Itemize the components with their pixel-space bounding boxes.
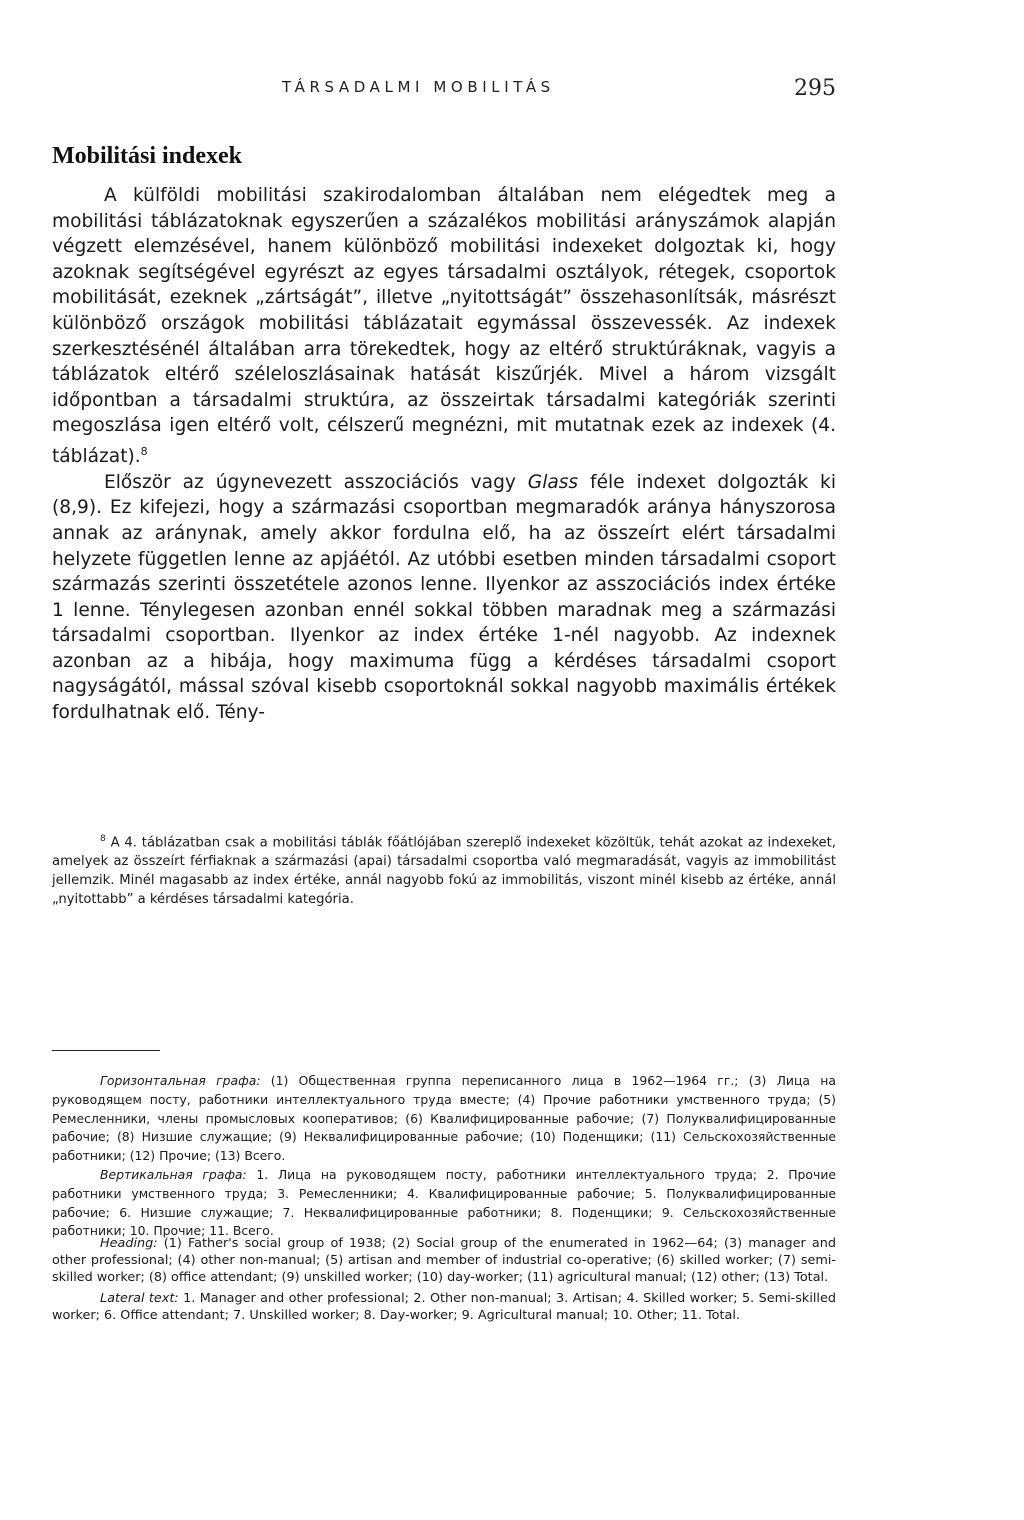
footnote-text: A 4. táblázatban csak a mobilitási táblák főátlójában szereplő indexeket közöltük, tehát azokat az indexeket, amelyek az összeírt férfiaknak a származási (apai) társadalmi csoportba való megmaradását, vagyis az immobilitást jellemzik. Minél magasabb az index értéke, annál nagyobb fokú az immobilitás, viszont minél kisebb az értéke, annál „nyitottabb” a kérdéses társadalmi kategória. [52,835,836,908]
russian-vertical-text: 1. Лица на руководящем посту, работники интеллектуального труда; 2. Прочие работники умственного труда; 3. Ремесленники; 4. Квалифицированные рабочие; 5. Полуквалифицированные рабочие; 6. Низшие служащие; 7. Неквалифицированные работники; 8. Поденщики; 9. Сельскохозяйственные работники; 10. Прочие; 11. Всего. [52,1166,836,1239]
english-lateral [52,1291,836,1325]
english-heading [52,1236,836,1286]
russian-legend [52,1072,836,1241]
russian-horizontal [52,1072,836,1166]
russian-vertical-label: Вертикальная графа: [100,1166,247,1182]
english-lateral-text: 1. Manager and other professional; 2. Other non-manual; 3. Artisan; 4. Skilled worker; 5. Semi-skilled worker; 6. Office attendant; 7. Unskilled worker; 8. Day-worker; 9. Agricultural manual; 10. Other; 11. Total. [52,1291,836,1324]
body-text [52,183,836,726]
paragraph-2-text-b: féle indexet dolgozták ki (8,9). Ez kifejezi, hogy a származási csoportban megmaradók aránya hányszorosa annak az aránynak, amely akkor fordulna elő, ha az összeírt elért társadalmi helyzete független lenne az apjáétól. Az utóbbi esetben minden társadalmi csoport származás szerinti összetétele azonos lenne. Ilyenkor az asszociációs index értéke 1 lenne. Ténylegesen azonban ennél sokkal többen maradnak meg a származási társadalmi csoportban. Ilyenkor az index értéke 1-nél nagyobb. Az indexnek azonban az a hibája, hogy maximuma függ a kérdéses társadalmi csoport nagyságától, mással szóval kisebb csoportoknál sokkal nagyobb maximális értékek fordulhatnak elő. Tény- [52,471,836,724]
footnote-paragraph [52,830,836,909]
russian-horizontal-label: Горизонтальная графа: [100,1073,261,1088]
glass-name: Glass [527,471,579,493]
footnote-rule [52,1050,160,1051]
page-number: 295 [794,76,836,101]
english-lateral-label: Lateral text: [100,1291,179,1307]
footnote-marker: 8 [100,834,106,844]
running-head: TÁRSADALMI MOBILITÁS [282,78,555,96]
russian-horizontal-text: (1) Общественная группа переписанного лица в 1962—1964 гг.; (3) Лица на руководящем посту, работники интеллектуального труда вместе; (4) Прочие работники умственного труда; (5) Ремесленники, члены промысловых кооперативов; (6) Квалифицированные рабочие; (7) Полуквалифицированные рабочие; (8) Низшие служащие; (9) Неквалифицированные рабочие; (10) Поденщики; (11) Сельскохозяйственные работники; (12) Прочие; (13) Всего. [52,1073,837,1164]
english-heading-label: Heading: [100,1236,158,1251]
russian-vertical [52,1166,836,1241]
english-heading-text: (1) Father's social group of 1938; (2) Social group of the enumerated in 1962—64; (3) manager and other professional; (4) other non-manual; (5) artisan and member of industrial co-operative; (6) skilled worker; (7) semi-skilled worker; (8) office attendant; (9) unskilled worker; (10) day-worker; (11) agricultural manual; (12) other; (13) Total. [52,1236,836,1285]
paragraph-1 [52,183,836,470]
section-title: Mobilitási indexek [52,143,243,169]
paragraph-2 [52,470,836,726]
paragraph-1-text: A külföldi mobilitási szakirodalomban általában nem elégedtek meg a mobilitási táblázatoknak egyszerűen a százalékos mobilitási arányszámok alapján végzett elemzésével, hanem különböző mobilitási indexeket dolgoztak ki, hogy azoknak segítségével egyrészt az egyes társadalmi osztályok, rétegek, csoportok mobilitását, ezeknek „zártságát”, illetve „nyitottságát” összehasonlítsák, másrészt különböző országok mobilitási táblázatait egymással összevessék. Az indexek szerkesztésénél általában arra törekedtek, hogy az eltérő struktúráknak, vagyis a táblázatok eltérő széleloszlásainak hatását kiszűrjék. Mivel a három vizsgált időpontban a társadalmi struktúra, az összeirtak társadalmi kategóriák szerinti megoszlása igen eltérő volt, célszerű megnézni, mit mutatnak ezek az indexek (4. táblázat). [52,185,836,468]
paragraph-2-text-a: Először az úgynevezett asszociációs vagy [104,471,528,493]
english-legend [52,1236,836,1325]
footnote-ref: 8 [140,444,148,458]
footnote [52,830,836,909]
